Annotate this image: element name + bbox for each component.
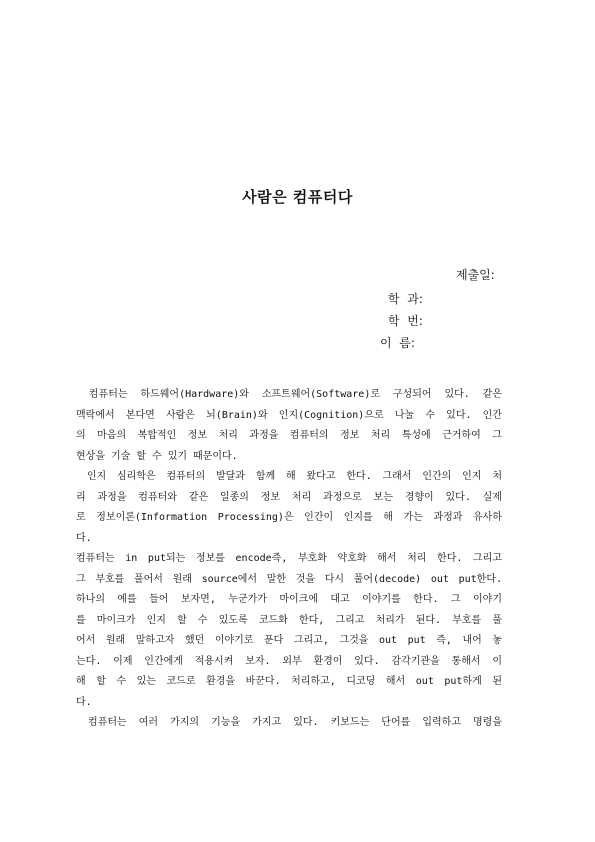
text-line: 하나의 예를 들어 보자면, 누군가가 마이크에 대고 이야기를 한다. 그 이야기: [76, 594, 502, 605]
document-title: 사람은 컴퓨터다: [242, 188, 353, 206]
text-line: 어서 원래 말하고자 했던 이야기로 푼다 그리고, 그것을 out put 즉, 내어 놓: [76, 635, 502, 646]
text-line: 현상을 기술 할 수 있기 때문이다.: [76, 450, 238, 462]
text-line: 다.: [76, 696, 92, 708]
name-label: 이 름:: [380, 336, 415, 350]
text-line: 의 마음의 복합적인 정보 처리 과정을 컴퓨터의 정보 처리 특성에 근거하여 그: [76, 430, 502, 441]
text-line: 다.: [76, 532, 92, 544]
department-label: 학 과:: [388, 292, 423, 306]
text-line: 로 정보이론(Information Processing)은 인간이 인지를 해 가는 과정과 유사하: [76, 512, 502, 523]
text-line: 를 마이크가 인지 할 수 있도록 코드화 한다, 그리고 처리가 된다. 부호를 풀: [76, 614, 502, 626]
text-line: 리 과정을 컴퓨터와 같은 일종의 정보 처리 과정으로 보는 경향이 있다. 실제: [76, 491, 502, 503]
text-line: 컴퓨터는 하드웨어(Hardware)와 소프트웨어(Software)로 구성되어 있다. 같은: [76, 389, 502, 400]
text-line: 컴퓨터는 in put되는 정보를 encode즉, 부호화 약호화 해서 처리 한다. 그리고: [76, 553, 502, 564]
text-line: 컴퓨터는 여러 가지의 기능을 가지고 있다. 키보드는 단어를 입력하고 명령을: [76, 717, 502, 728]
body-text: [76, 385, 502, 734]
submit-date-label: 제출일:: [456, 268, 495, 282]
text-line: 맥락에서 본다면 사람은 뇌(Brain)와 인지(Cognition)으로 나눌 수 있다. 인간: [76, 409, 502, 421]
student-id-label: 학 번:: [388, 314, 423, 328]
text-line: 해 할 수 있는 코드로 환경을 바꾼다. 처리하고, 디코딩 해서 out put하게 된: [76, 676, 502, 687]
text-line: 그 부호를 풀어서 원래 source에서 말한 것을 다시 풀어(decode) out put한다.: [76, 573, 502, 585]
text-line: 인지 심리학은 컴퓨터의 발달과 함께 해 왔다고 한다. 그래서 인간의 인지 처: [76, 471, 502, 482]
text-line: 는다. 이제 인간에게 적용시켜 보자. 외부 환경이 있다. 감각기관을 통해서 이: [76, 655, 502, 667]
